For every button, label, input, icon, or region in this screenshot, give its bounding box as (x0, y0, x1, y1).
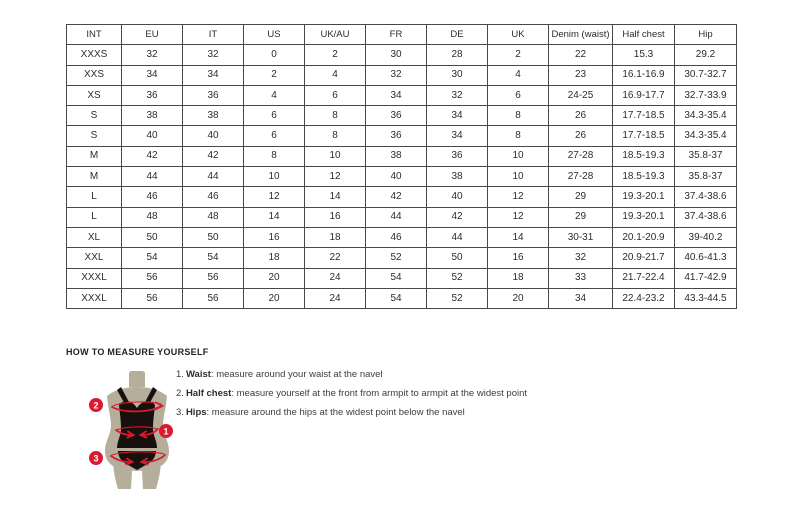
table-row (67, 268, 737, 288)
table-cell: 20.1-20.9 (613, 227, 675, 247)
mannequin-neck (129, 371, 145, 387)
how-to-measure-heading: HOW TO MEASURE YOURSELF (66, 347, 209, 357)
table-cell: 41.7-42.9 (675, 268, 737, 288)
table-cell: 6 (244, 126, 305, 146)
table-cell: 16 (305, 207, 366, 227)
table-cell: 2 (244, 65, 305, 85)
table-cell: 18 (244, 248, 305, 268)
table-cell: 54 (366, 288, 427, 308)
table-cell: 8 (305, 126, 366, 146)
size-cell: L (67, 207, 122, 227)
table-cell: 18.5-19.3 (613, 167, 675, 187)
size-chart-body (67, 45, 737, 309)
table-cell: 2 (305, 45, 366, 65)
waist-badge (159, 424, 173, 438)
table-row (67, 187, 737, 207)
column-header: DE (427, 25, 488, 45)
table-cell: 2 (488, 45, 549, 65)
table-cell: 14 (244, 207, 305, 227)
table-cell: 20 (488, 288, 549, 308)
table-cell: 27-28 (549, 167, 613, 187)
size-cell: S (67, 126, 122, 146)
table-cell: 34 (427, 126, 488, 146)
table-cell: 23 (549, 65, 613, 85)
table-row (67, 85, 737, 105)
table-cell: 29 (549, 207, 613, 227)
table-cell: 4 (488, 65, 549, 85)
table-cell: 46 (183, 187, 244, 207)
column-header: UK/AU (305, 25, 366, 45)
table-cell: 10 (244, 167, 305, 187)
size-cell: XL (67, 227, 122, 247)
column-header: INT (67, 25, 122, 45)
table-cell: 6 (244, 106, 305, 126)
column-header: Denim (waist) (549, 25, 613, 45)
table-cell: 20 (244, 288, 305, 308)
table-cell: 52 (366, 248, 427, 268)
size-cell: XS (67, 85, 122, 105)
step-text: : measure yourself at the front from armpit to armpit at the widest point (231, 388, 528, 399)
table-row (67, 248, 737, 268)
size-cell: XXXL (67, 288, 122, 308)
table-row (67, 227, 737, 247)
table-row (67, 146, 737, 166)
table-cell: 46 (122, 187, 183, 207)
table-cell: 40 (427, 187, 488, 207)
table-cell: 34 (183, 65, 244, 85)
table-cell: 24 (305, 268, 366, 288)
table-cell: 18 (305, 227, 366, 247)
table-cell: 4 (244, 85, 305, 105)
table-cell: 32 (427, 85, 488, 105)
table-cell: 50 (183, 227, 244, 247)
table-cell: 52 (427, 268, 488, 288)
table-cell: 33 (549, 268, 613, 288)
table-cell: 34 (427, 106, 488, 126)
table-cell: 29.2 (675, 45, 737, 65)
table-cell: 56 (183, 288, 244, 308)
table-cell: 44 (427, 227, 488, 247)
svg-text:2: 2 (93, 400, 99, 411)
step-label: Waist (185, 369, 211, 380)
table-cell: 32 (549, 248, 613, 268)
table-cell: 35.8-37 (675, 146, 737, 166)
size-cell: XXXS (67, 45, 122, 65)
table-cell: 16 (488, 248, 549, 268)
table-cell: 56 (183, 268, 244, 288)
table-cell: 10 (488, 146, 549, 166)
table-cell: 10 (305, 146, 366, 166)
column-header: Hip (675, 25, 737, 45)
table-cell: 18 (488, 268, 549, 288)
column-header: US (244, 25, 305, 45)
table-cell: 6 (305, 85, 366, 105)
table-cell: 36 (366, 106, 427, 126)
table-cell: 56 (122, 288, 183, 308)
table-cell: 12 (488, 207, 549, 227)
table-cell: 8 (244, 146, 305, 166)
table-cell: 32.7-33.9 (675, 85, 737, 105)
size-chart-header (67, 25, 737, 45)
table-cell: 30-31 (549, 227, 613, 247)
table-cell: 38 (427, 167, 488, 187)
table-cell: 34 (366, 85, 427, 105)
table-cell: 14 (488, 227, 549, 247)
table-cell: 10 (488, 167, 549, 187)
step-label: Hips (185, 407, 207, 418)
column-header: FR (366, 25, 427, 45)
table-cell: 26 (549, 126, 613, 146)
table-cell: 37.4-38.6 (675, 187, 737, 207)
size-cell: XXXL (67, 268, 122, 288)
table-cell: 19.3-20.1 (613, 207, 675, 227)
table-cell: 40 (122, 126, 183, 146)
table-row (67, 45, 737, 65)
column-header: IT (183, 25, 244, 45)
table-cell: 20.9-21.7 (613, 248, 675, 268)
table-cell: 38 (122, 106, 183, 126)
table-row (67, 288, 737, 308)
table-cell: 34.3-35.4 (675, 126, 737, 146)
step-number: 3. (176, 407, 184, 418)
table-cell: 24 (305, 288, 366, 308)
table-cell: 32 (183, 45, 244, 65)
table-cell: 30.7-32.7 (675, 65, 737, 85)
table-cell: 50 (427, 248, 488, 268)
column-header: Half chest (613, 25, 675, 45)
table-cell: 16 (244, 227, 305, 247)
header-row (67, 25, 737, 45)
step-label: Half chest (185, 388, 232, 399)
table-row (67, 106, 737, 126)
svg-text:1: 1 (163, 426, 169, 437)
table-cell: 29 (549, 187, 613, 207)
table-cell: 36 (122, 85, 183, 105)
table-cell: 8 (305, 106, 366, 126)
table-row (67, 65, 737, 85)
table-cell: 15.3 (613, 45, 675, 65)
table-cell: 39-40.2 (675, 227, 737, 247)
table-cell: 4 (305, 65, 366, 85)
table-cell: 8 (488, 106, 549, 126)
table-row (67, 167, 737, 187)
table-cell: 54 (122, 248, 183, 268)
size-cell: XXS (67, 65, 122, 85)
size-cell: M (67, 167, 122, 187)
table-cell: 42 (427, 207, 488, 227)
table-cell: 43.3-44.5 (675, 288, 737, 308)
table-cell: 50 (122, 227, 183, 247)
table-cell: 14 (305, 187, 366, 207)
table-cell: 54 (183, 248, 244, 268)
table-cell: 35.8-37 (675, 167, 737, 187)
table-cell: 42 (366, 187, 427, 207)
hips-badge (89, 451, 103, 465)
table-cell: 52 (427, 288, 488, 308)
step-number: 2. (176, 388, 184, 399)
table-cell: 34 (122, 65, 183, 85)
table-cell: 8 (488, 126, 549, 146)
table-cell: 42 (183, 146, 244, 166)
column-header: UK (488, 25, 549, 45)
table-cell: 54 (366, 268, 427, 288)
table-cell: 24-25 (549, 85, 613, 105)
table-cell: 19.3-20.1 (613, 187, 675, 207)
size-cell: XXL (67, 248, 122, 268)
measure-step (176, 369, 527, 380)
table-cell: 36 (366, 126, 427, 146)
table-row (67, 207, 737, 227)
table-cell: 40 (366, 167, 427, 187)
camisole (117, 401, 157, 448)
table-cell: 36 (183, 85, 244, 105)
step-number: 1. (176, 369, 184, 380)
table-cell: 22 (549, 45, 613, 65)
table-row (67, 126, 737, 146)
table-cell: 40 (183, 126, 244, 146)
table-cell: 37.4-38.6 (675, 207, 737, 227)
table-cell: 32 (122, 45, 183, 65)
column-header: EU (122, 25, 183, 45)
table-cell: 22.4-23.2 (613, 288, 675, 308)
table-cell: 30 (366, 45, 427, 65)
table-cell: 20 (244, 268, 305, 288)
table-cell: 16.9-17.7 (613, 85, 675, 105)
table-cell: 48 (122, 207, 183, 227)
step-text: : measure around your waist at the navel (210, 369, 383, 380)
table-cell: 44 (122, 167, 183, 187)
table-cell: 44 (183, 167, 244, 187)
table-cell: 48 (183, 207, 244, 227)
table-cell: 34.3-35.4 (675, 106, 737, 126)
measure-step (176, 407, 527, 418)
table-cell: 38 (366, 146, 427, 166)
size-chart-table (66, 24, 737, 309)
table-cell: 42 (122, 146, 183, 166)
table-cell: 40.6-41.3 (675, 248, 737, 268)
table-cell: 36 (427, 146, 488, 166)
measure-steps (176, 369, 527, 426)
table-cell: 32 (366, 65, 427, 85)
table-cell: 6 (488, 85, 549, 105)
table-cell: 26 (549, 106, 613, 126)
table-cell: 12 (244, 187, 305, 207)
table-cell: 17.7-18.5 (613, 106, 675, 126)
table-cell: 44 (366, 207, 427, 227)
table-cell: 38 (183, 106, 244, 126)
table-cell: 12 (305, 167, 366, 187)
table-cell: 18.5-19.3 (613, 146, 675, 166)
svg-text:3: 3 (93, 453, 99, 464)
table-cell: 17.7-18.5 (613, 126, 675, 146)
size-cell: L (67, 187, 122, 207)
table-cell: 12 (488, 187, 549, 207)
table-cell: 0 (244, 45, 305, 65)
table-cell: 46 (366, 227, 427, 247)
measure-step (176, 388, 527, 399)
size-cell: M (67, 146, 122, 166)
table-cell: 28 (427, 45, 488, 65)
size-cell: S (67, 106, 122, 126)
table-cell: 22 (305, 248, 366, 268)
table-cell: 21.7-22.4 (613, 268, 675, 288)
table-cell: 30 (427, 65, 488, 85)
table-cell: 56 (122, 268, 183, 288)
table-cell: 16.1-16.9 (613, 65, 675, 85)
chest-badge (89, 398, 103, 412)
table-cell: 34 (549, 288, 613, 308)
table-cell: 27-28 (549, 146, 613, 166)
step-text: : measure around the hips at the widest point below the navel (206, 407, 465, 418)
